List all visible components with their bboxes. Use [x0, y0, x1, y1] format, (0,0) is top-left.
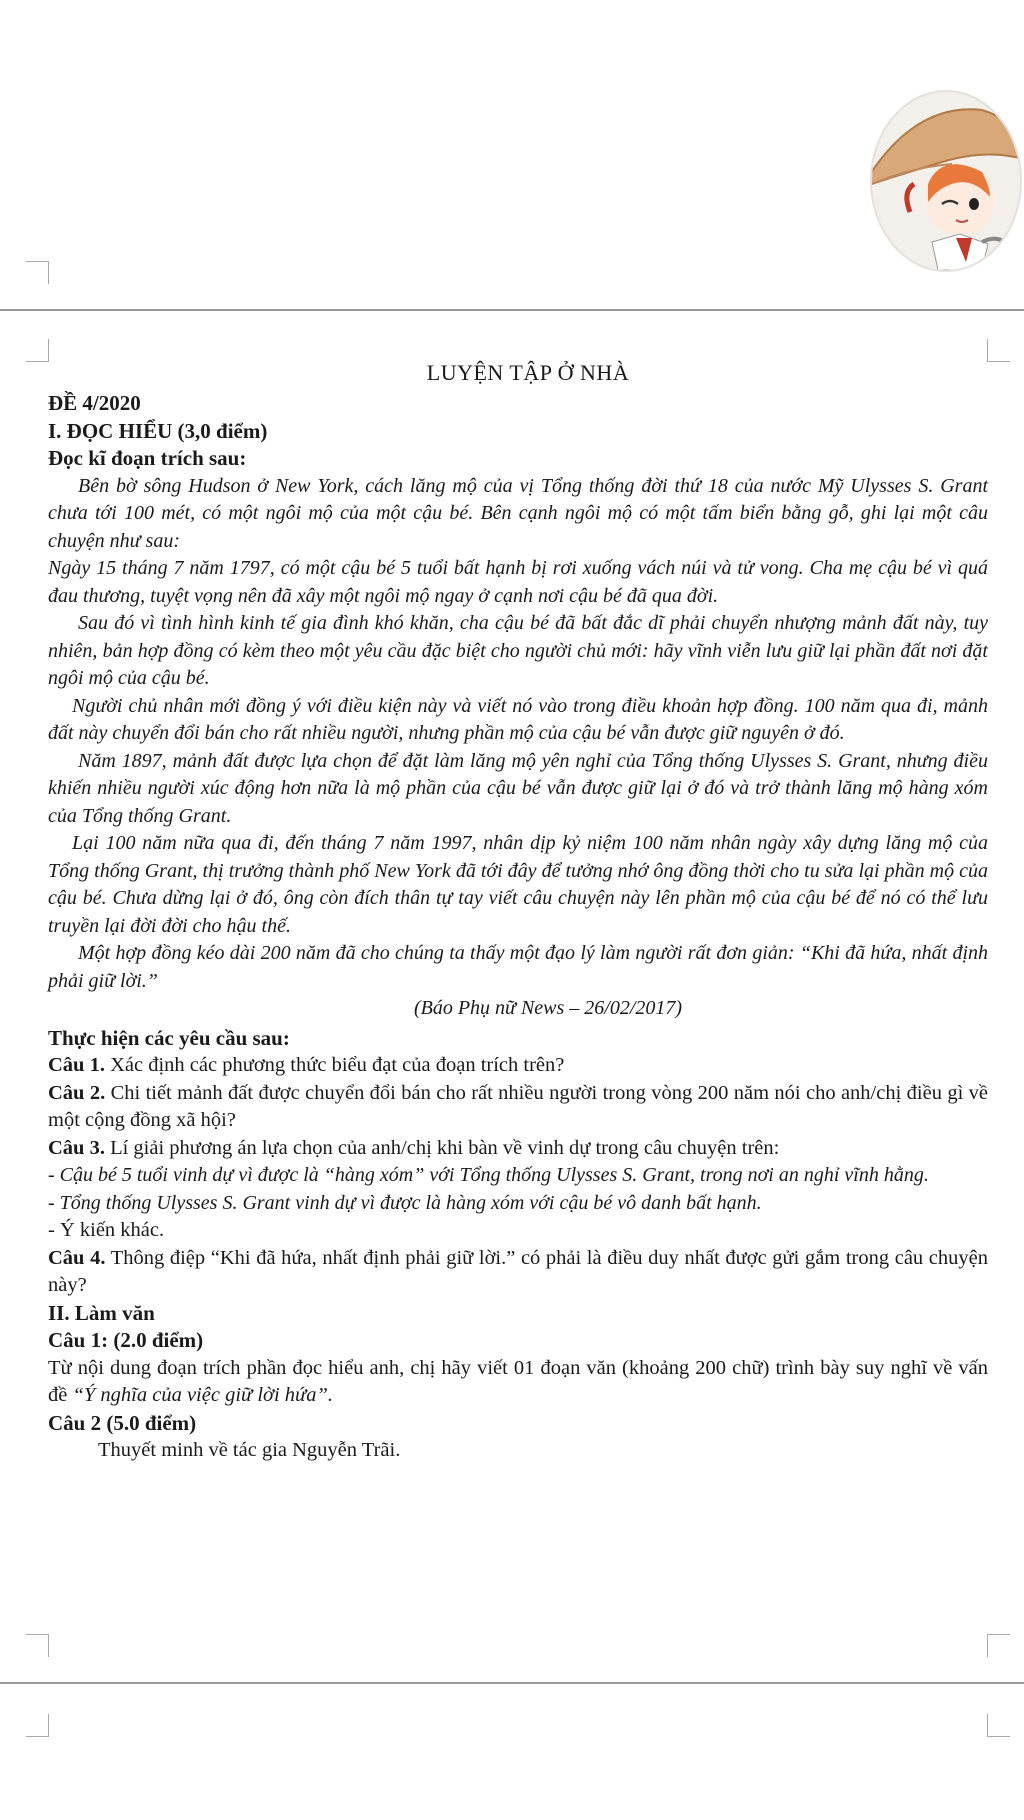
page-title: LUYỆN TẬP Ở NHÀ [426, 360, 630, 385]
corner-mark-bottom-left [26, 1634, 49, 1657]
corner-mark-top-left [26, 1714, 49, 1737]
question-item [48, 1080, 988, 1135]
passage-paragraph: Người chủ nhân mới đồng ý với điều kiện này và viết nó vào trong điều khoản hợp đồng. 100 năm qua đi, mảnh đất này chuyển đổi bán cho rất nhiều người, nhưng phần mộ của cậu bé vẫn được giữ nguyên ở đó. [48, 694, 988, 744]
passage-paragraph: Lại 100 năm nữa qua đi, đến tháng 7 năm 1997, nhân dịp kỷ niệm 100 năm nhân ngày xây dựng lăng mộ của Tổng thống Grant, thị trưởng thành phố New York đã tới đây để tưởng nhớ ông đồng thời cho tu sửa lại phần mộ của cậu bé. Chưa dừng lại ở đó, ông còn đích thân tự tay viết câu chuyện này lên phần mộ của cậu bé để nó có thể lưu truyền lại đời đời cho hậu thế. [48, 832, 988, 937]
option-item: - Cậu bé 5 tuổi vinh dự vì được là “hàng xóm” với Tổng thống Ulysses S. Grant, trong nơi an nghỉ vĩnh hằng. [48, 1164, 929, 1186]
exam-number: ĐỀ 4/2020 [48, 391, 141, 415]
corner-mark-top-left [26, 261, 49, 284]
passage-paragraph: Sau đó vì tình hình kinh tế gia đình khó khăn, cha cậu bé đã bất đắc dĩ phải chuyển nhượng mảnh đất này, tuy nhiên, bản hợp đồng có kèm theo một yêu cầu đặc biệt cho người chủ mới: hãy vĩnh viễn lưu giữ lại phần đất nơi đặt ngôi mộ của cậu bé. [48, 612, 988, 689]
section-heading: II. Làm văn [48, 1300, 155, 1325]
question-item [48, 1052, 988, 1080]
cartoon-avatar-icon[interactable] [872, 92, 1020, 270]
page-break-line [0, 309, 1024, 311]
writing-topic: “Ý nghĩa của việc giữ lời hứa”. [72, 1384, 333, 1406]
writing-question-heading: Câu 1: (2.0 điểm) [48, 1328, 204, 1352]
writing-prompt: Từ nội dung đoạn trích phần đọc hiểu anh, chị hãy viết 01 đoạn văn (khoảng 200 chữ) trình bày suy nghĩ về vấn đề [48, 1356, 988, 1406]
question-label: Câu 2. [48, 1081, 106, 1104]
corner-mark-top-right [987, 1714, 1010, 1737]
passage-paragraph: Một hợp đồng kéo dài 200 năm đã cho chúng ta thấy một đạo lý làm người rất đơn giản: “Khi đã hứa, nhất định phải giữ lời.” [48, 942, 988, 992]
corner-mark-top-right [987, 339, 1010, 362]
instruction: Đọc kĩ đoạn trích sau: [48, 446, 247, 470]
question-label: Câu 3. [48, 1136, 105, 1159]
passage-paragraph: Năm 1897, mảnh đất được lựa chọn để đặt làm lăng mộ yên nghỉ của Tổng thống Ulysses S. Grant, nhưng điều khiến nhiều người xúc động hơn nữa là mộ phần của cậu bé vẫn được giữ lại ở đó và trở thành lăng mộ hàng xóm của Tổng thống Grant. [48, 749, 988, 827]
question-text: Chi tiết mảnh đất được chuyển đổi bán cho rất nhiều người trong vòng 200 năm nói cho anh/chị điều gì về một cộng đồng xã hội? [48, 1081, 988, 1131]
question-text: Xác định các phương thức biểu đạt của đoạn trích trên? [104, 1054, 565, 1076]
tasks-heading: Thực hiện các yêu cầu sau: [48, 1025, 290, 1050]
passage-paragraph: Bên bờ sông Hudson ở New York, cách lăng mộ của vị Tổng thống đời thứ 18 của nước Mỹ Ulysses S. Grant chưa tới 100 mét, có một ngôi mộ của một cậu bé. Bên cạnh ngôi mộ có một tấm biển bằng gỗ, ghi lại một câu chuyện như sau: [48, 474, 988, 552]
option-item: - Tổng thống Ulysses S. Grant vinh dự vì được là hàng xóm với cậu bé vô danh bất hạnh. [48, 1191, 762, 1214]
option-item: - Ý kiến khác. [48, 1219, 165, 1241]
document-body [48, 356, 988, 1465]
question-item [48, 1245, 988, 1300]
question-text: Thông điệp “Khi đã hứa, nhất định phải giữ lời.” có phải là điều duy nhất được gửi gắm trong câu chuyện này? [48, 1246, 988, 1296]
writing-question-text: Thuyết minh về tác gia Nguyễn Trãi. [98, 1439, 401, 1461]
writing-question-text [48, 1355, 988, 1410]
writing-question-heading: Câu 2 (5.0 điểm) [48, 1410, 197, 1435]
page-break-line [0, 1682, 1024, 1684]
question-label: Câu 1. [48, 1054, 105, 1076]
question-item [48, 1135, 988, 1163]
source-citation: (Báo Phụ nữ News – 26/02/2017) [413, 997, 683, 1019]
question-text: Lí giải phương án lựa chọn của anh/chị khi bàn về vinh dự trong câu chuyện trên: [104, 1136, 780, 1159]
section-heading: I. ĐỌC HIỂU (3,0 điểm) [48, 418, 268, 443]
question-label: Câu 4. [48, 1246, 106, 1269]
corner-mark-top-left [26, 339, 49, 362]
corner-mark-bottom-right [987, 1634, 1010, 1657]
passage-paragraph: Ngày 15 tháng 7 năm 1797, có một cậu bé 5 tuổi bất hạnh bị rơi xuống vách núi và tử vong. Cha mẹ cậu bé vì quá đau thương, tuyệt vọng nên đã xây một ngôi mộ ngay ở cạnh nơi cậu bé đã qua đời. [48, 557, 988, 607]
